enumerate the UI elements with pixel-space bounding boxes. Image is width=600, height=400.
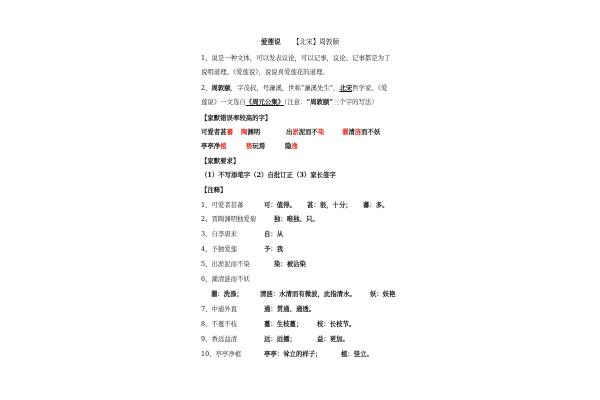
document-page: 爱莲说 【北宋】周敦颐 1、说是一种文体，可以发表议论，可以记事，议论、记事都是为了 说明道理。《爱莲说》，说说喜爱莲花的道理。 2、周敦颐，字茂叔，号濂溪，世称“濂溪先生”，北宋哲学家。《爱 莲说》一文选自《周元公集》（注意：“周敦颐”三个字的写法） 【家默错误率较高的字】 可爱者甚蕃 陶渊明 出淤泥而不染 濯清涟而不妖 亭亭净植 亵玩焉 隐逸 【家默要求】 （1）不写添笔字（2）自批订正（3）家长签字 【注释】 1、可爱者甚蕃 可：值得。 甚：很，十分； 蕃：多。 2、晋陶渊明独爱菊 独：唯独、只。 3、自李唐来 自：从 4、予独爱莲 予：我 5、出淤泥而不染 染：被沾染 6、濯清涟而不妖 濯：洗涤； 清涟：水清而有微波，此指清水。 妖：妖艳 7、中通外直 通：贯通、通透。 8、不蔓不枝 蔓：生枝蔓； 枝：长枝节。 9、香远益清 远：远播； 益：更加。 10、亭亭净植 亭亭：耸立的样子； 植：竖立。 (0, 0, 600, 400)
error-word: 隐逸 (285, 142, 298, 150)
author-quoted: “周敦颐” (306, 98, 333, 106)
error-word: 出淤泥而不染 (286, 128, 325, 136)
requirements-text: （1）不写添笔字（2）自批订正（3）家长签字 (201, 171, 336, 179)
p2-prefix: 2、 (201, 84, 212, 92)
title-dynasty: 【北宋】 (292, 38, 320, 46)
title-name: 爱莲说 (260, 38, 281, 46)
notes-heading: 【注释】 (201, 186, 227, 194)
intro-p2-line2 (201, 98, 378, 106)
errors-heading: 【家默错误率较高的字】 (201, 114, 272, 122)
dynasty-label: 北宋 (339, 84, 353, 92)
intro-p2-line1 (201, 84, 387, 92)
doc-title (0, 38, 600, 46)
requirements-heading: 【家默要求】 (201, 157, 240, 165)
error-word: 濯清涟而不妖 (342, 128, 381, 136)
source-book: 《周元公集》 (245, 98, 285, 106)
author-name: 周敦颐 (211, 84, 231, 92)
p2l2-text2: （注意： (284, 98, 307, 106)
p2-text1: ，字茂叔，号濂溪，世称“濂溪先生”， (230, 84, 340, 92)
title-author: 周敦颐 (319, 38, 340, 46)
intro-p1-line1: 1、说是一种文体，可以发表议论，可以记事，议论、记事都是为了 (201, 54, 391, 62)
error-word: 亵玩焉 (246, 142, 266, 150)
error-word: 可爱者甚蕃 (201, 128, 233, 136)
p2-text2: 哲学家。《爱 (352, 84, 388, 92)
p2l2-text3: 三个字的写法） (332, 98, 378, 106)
p2l2-text1: 莲说》一文选自 (201, 98, 246, 106)
error-word: 陶渊明 (241, 128, 261, 136)
error-word: 亭亭净植 (201, 142, 227, 150)
intro-p1-line2: 说明道理。《爱莲说》，说说喜爱莲花的道理。 (201, 68, 329, 76)
